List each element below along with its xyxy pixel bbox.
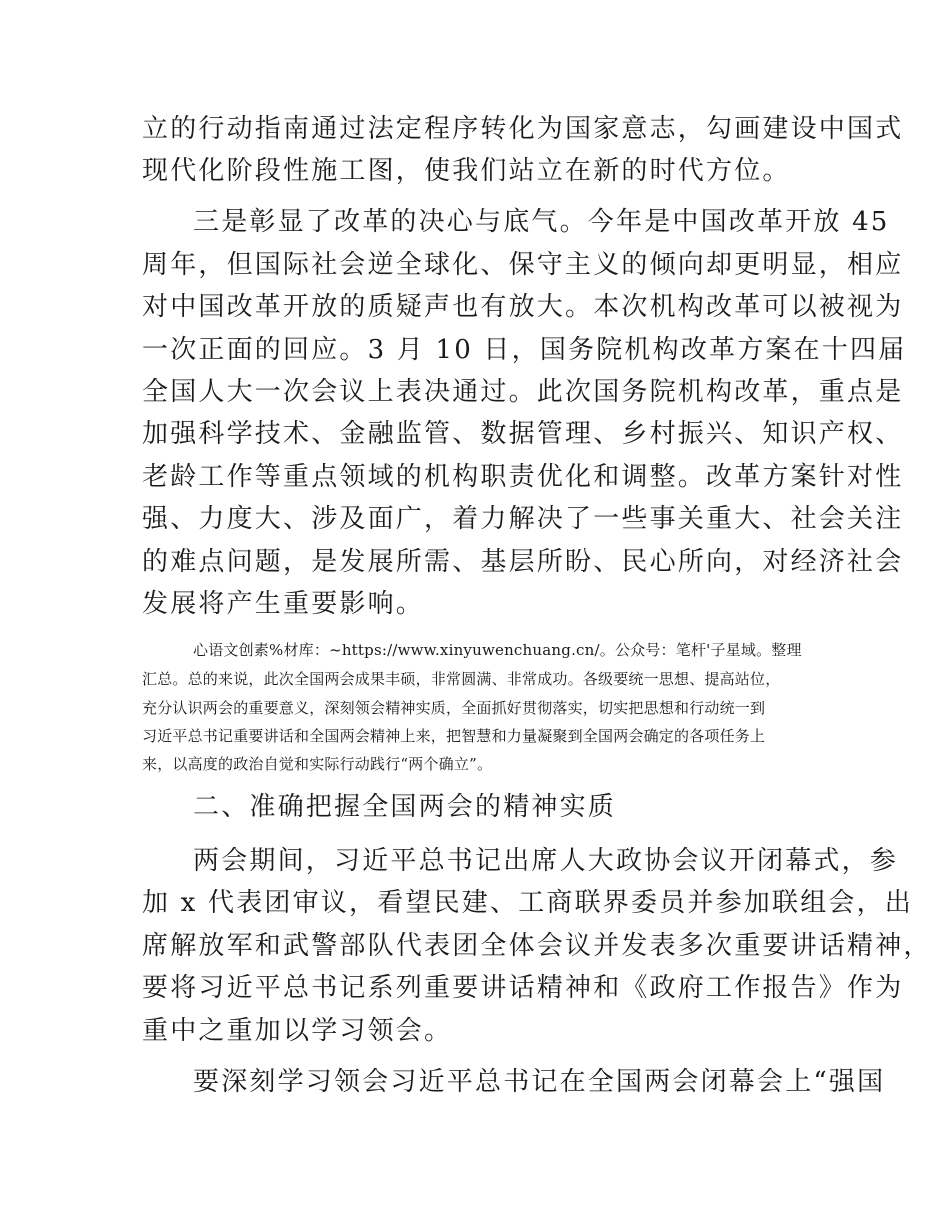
text-line: 重中之重加以学习领会。 — [142, 1016, 453, 1046]
text-line: 老龄工作等重点领域的机构职责优化和调整。改革方案针对性 — [142, 462, 904, 492]
text-line: 加强科学技术、金融监管、数据管理、乡村振兴、知识产权、 — [142, 419, 904, 449]
text-line: 一次正面的回应。3 月 10 日，国务院机构改革方案在十四届 — [142, 335, 907, 365]
text-line: 加 x 代表团审议，看望民建、工商联界委员并参加联组会，出 — [142, 888, 913, 918]
text-line: 强、力度大、涉及面广，着力解决了一些事关重大、社会关注 — [142, 504, 904, 534]
text-line: 三是彰显了改革的决心与底气。今年是中国改革开放 45 — [193, 207, 890, 237]
text-line: 对中国改革开放的质疑声也有放大。本次机构改革可以被视为 — [142, 292, 904, 322]
text-line: 立的行动指南通过法定程序转化为国家意志，勾画建设中国式 — [142, 114, 904, 144]
text-line: 要将习近平总书记系列重要讲话精神和《政府工作报告》作为 — [142, 973, 904, 1003]
text-line: 两会期间，习近平总书记出席人大政协会议开闭幕式，参 — [193, 846, 899, 876]
note-line: 来，以高度的政治自觉和实际行动践行“两个确立”。 — [142, 755, 493, 773]
section-heading: 二、准确把握全国两会的精神实质 — [193, 792, 617, 822]
text-line: 的难点问题，是发展所需、基层所盼、民心所向，对经济社会 — [142, 547, 904, 577]
text-line: 现代化阶段性施工图，使我们站立在新的时代方位。 — [142, 156, 791, 186]
text-line: 发展将产生重要影响。 — [142, 589, 425, 619]
text-line: 席解放军和武警部队代表团全体会议并发表多次重要讲话精神， — [142, 931, 932, 961]
note-line: 心语文创素%材库：~https://www.xinyuwenchuang.cn/。公众号：笔杆'子星域。整理 — [193, 641, 802, 659]
note-line: 习近平总书记重要讲话和全国两会精神上来，把智慧和力量凝聚到全国两会确定的各项任务上 — [142, 727, 766, 745]
text-line: 要深刻学习领会习近平总书记在全国两会闭幕会上“强国 — [193, 1067, 886, 1097]
text-line: 全国人大一次会议上表决通过。此次国务院机构改革，重点是 — [142, 377, 904, 407]
note-line: 汇总。总的来说，此次全国两会成果丰硕，非常圆满、非常成功。各级要统一思想、提高站位， — [142, 670, 781, 688]
note-line: 充分认识两会的重要意义，深刻领会精神实质，全面抓好贯彻落实，切实把思想和行动统一到 — [142, 699, 766, 717]
text-line: 周年，但国际社会逆全球化、保守主义的倾向却更明显，相应 — [142, 250, 904, 280]
